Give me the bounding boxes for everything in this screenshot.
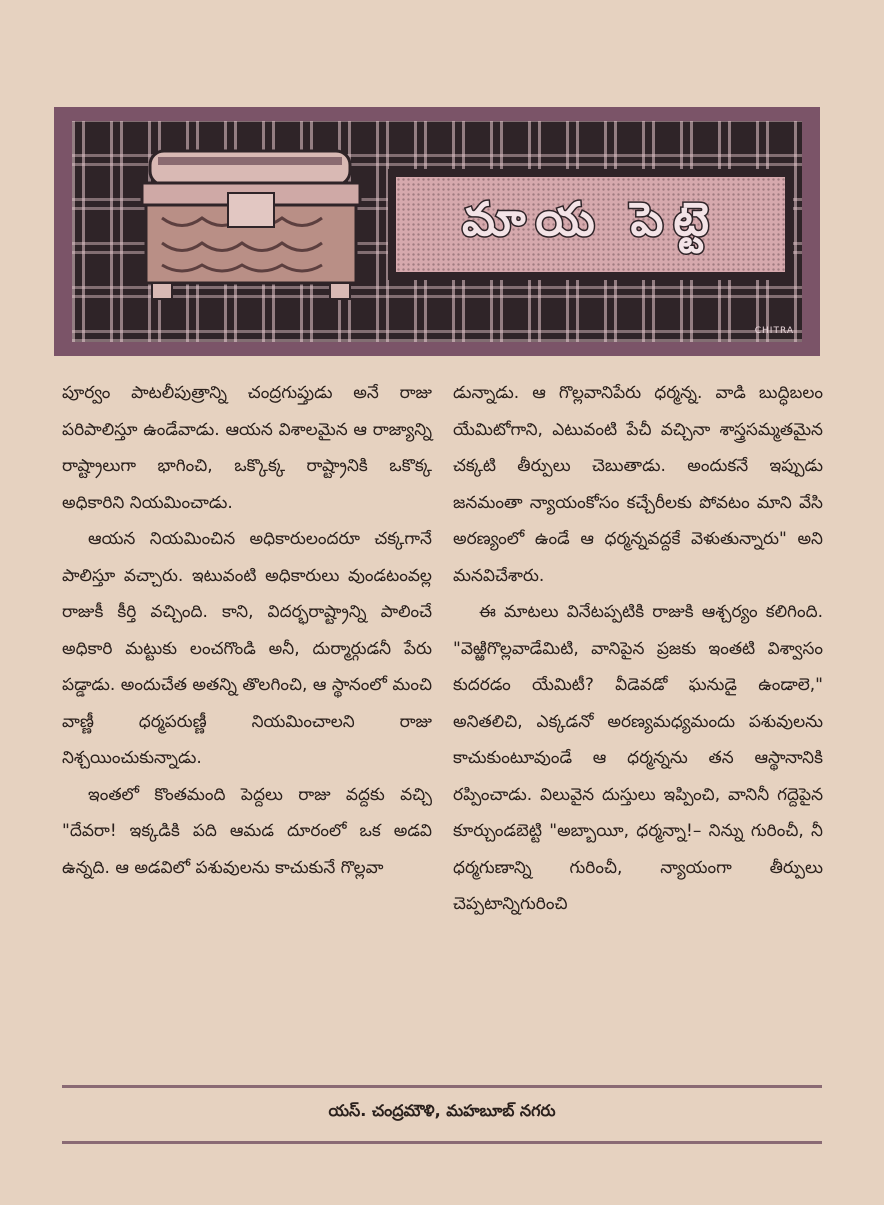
author-credit: యస్. చంద్రమౌళి, మహబూబ్ నగరు [328,1101,556,1120]
divider-line [62,1141,822,1144]
plaid-background [72,121,802,342]
divider-line [62,1085,822,1088]
artist-signature: CHITRA [754,326,794,336]
right-column [453,375,823,923]
story-title: మాయ పెట్టె [462,191,719,246]
treasure-chest-image [132,143,372,313]
left-column [62,375,432,886]
title-frame [388,169,793,280]
paragraph: ఇంతలో కొంతమంది పెద్దలు రాజు వద్దకు వచ్చి "దేవరా! ఇక్కడికి పది ఆమడ దూరంలో ఒక అడవి ఉన్నది. ఆ అడవిలో పశువులను కాచుకునే గొల్లవా [62,784,432,878]
paragraph: పూర్వం పాటలీపుత్రాన్ని చంద్రగుప్తుడు అనే రాజు పరిపాలిస్తూ ఉండేవాడు. ఆయన విశాలమైన ఆ రాజ్యాన్ని రాష్ట్రాలుగా భాగించి, ఒక్కొక్క రాష్ట్రానికి ఒకొక్క అధికారిని నియమించాడు. [62,383,432,513]
title-plate [394,175,787,274]
paragraph: ఈ మాటలు వినేటప్పటికి రాజుకి ఆశ్చర్యం కలిగింది. "వెఱ్ఱిగొల్లవాడేమిటి, వానిపైన ప్రజకు ఇంతటి విశ్వాసం కుదరడం యేమిటీ? వీడెవడో ఘనుడై ఉండాలె," అనితలిచి, ఎక్కడనో అరణ్యమధ్యమందు పశువులను కాచుకుంటూవుండే ఆ ధర్మన్నను తన ఆస్థానానికి రప్పించాడు. విలువైన దుస్తులు ఇప్పించి, వానినీ గద్దెపైన కూర్చుండబెట్టి "అబ్బాయీ, ధర్మన్నా!– నిన్ను గురించీ, నీ ధర్మగుణాన్ని గురించీ, న్యాయంగా తీర్పులు చెప్పటాన్నిగురించి [453,602,823,914]
paragraph: ఆయన నియమించిన అధికారులందరూ చక్కగానే పాలిస్తూ వచ్చారు. ఇటువంటి అధికారులు వుండటంవల్ల రాజుకీ కీర్తి వచ్చింది. కాని, విదర్భరాష్ట్రాన్ని పాలించే అధికారి మట్టుకు లంచగొండి అనీ, దుర్మార్గుడనీ పేరు పడ్డాడు. అందుచేత అతన్ని తొలగించి, ఆ స్థానంలో మంచి వాణ్ణీ ధర్మపరుణ్ణీ నియమించాలని రాజు నిశ్చయించుకున్నాడు. [62,529,432,768]
title-banner [54,107,820,356]
paragraph: డున్నాడు. ఆ గొల్లవానిపేరు ధర్మన్న. వాడి బుద్ధిబలం యేమిటోగాని, ఎటువంటి పేచీ వచ్చినా శాస్త్రసమ్మతమైన చక్కటి తీర్పులు చెబుతాడు. అందుకనే ఇప్పుడు జనమంతా న్యాయంకోసం కచ్చేరీలకు పోవటం మాని వేసి అరణ్యంలో ఉండే ఆ ధర్మన్నవద్దకే వెళుతున్నారు" అని మనవిచేశారు. [453,383,823,586]
